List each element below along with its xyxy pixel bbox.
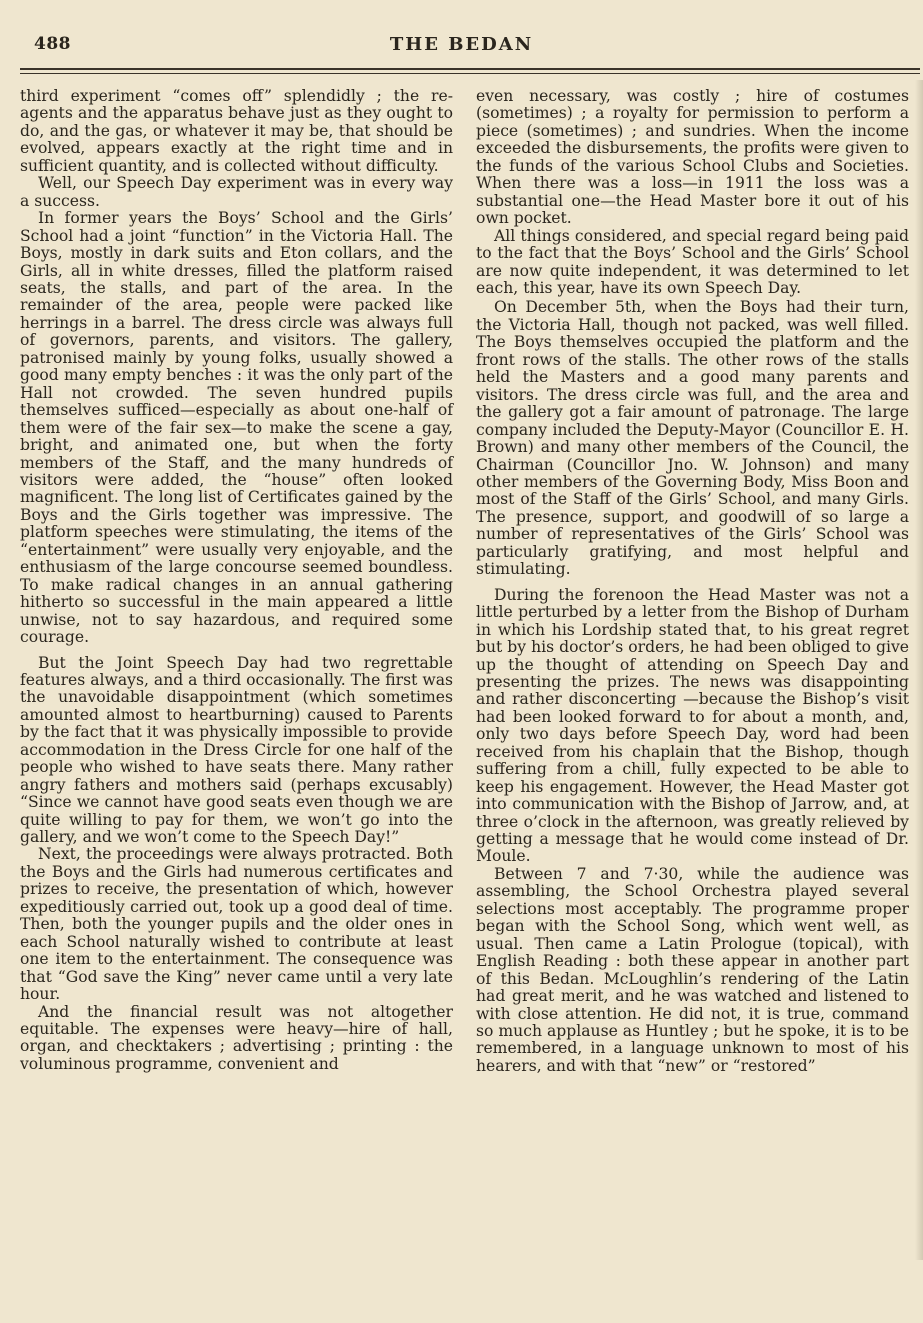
paragraph: But the Joint Speech Day had two regrettable features always, and a third occasionally. The first was the unavoidable disappointment (which sometimes amounted almost to heartburning) caused to Parents by the fact that it was physically impossible to provide accommodation in the Dress Circle for one half of the people who wished to have seats there. Many rather angry fathers and mothers said (perhaps excusably) “Since we cannot have good seats even though we are quite willing to pay for them, we won’t go into the gallery, and we won’t come to the Speech Day!” (20, 653, 453, 847)
paragraph: During the forenoon the Head Master was not a little perturbed by a letter from the Bishop of Durham in which his Lordship stated that, to his great regret but by his doctor’s orders, he had been obliged to give up the thought of attending on Speech Day and presenting the prizes. The news was disappointing and rather disconcerting —because the Bishop’s visit had been looked forward to for about a month, and, only two days before Speech Day, word had been received from his chaplain that the Bishop, though suffering from a chill, fully expected to be able to keep his engagement. However, the Head Master got into communication with the Bishop of Jarrow, and, at three o’clock in the afternoon, was greatly relieved by getting a message that he would come instead of Dr. Moule. (476, 585, 909, 866)
paragraph: Next, the proceedings were always protracted. Both the Boys and the Girls had numerous certificates and prizes to receive, the presentation of which, however expeditiously carried out, took up a good deal of time. Then, both the younger pupils and the older ones in each School naturally wished to contribute at least one item to the entertainment. The consequence was that “God save the King” never came until a very late hour. (20, 845, 453, 1004)
paragraph: third experiment “comes off” splendidly ; the re-agents and the apparatus behave just as they ought to do, and the gas, or whatever it may be, that should be evolved, appears exactly at the right time and in sufficient quantity, and is collected without difficulty. (20, 87, 453, 175)
page-number: 488 (34, 34, 71, 54)
paragraph: Well, our Speech Day experiment was in every way a success. (20, 174, 453, 210)
left-column (20, 88, 453, 1073)
header-rule-thin (20, 73, 920, 74)
right-column (476, 88, 909, 1075)
paragraph: All things considered, and special regard being paid to the fact that the Boys’ School and the Girls’ School are now quite independent, it was determined to let each, this year, have its own Speech Day. (476, 226, 909, 297)
page-header (0, 34, 923, 58)
paragraph: In former years the Boys’ School and the Girls’ School had a joint “function” in the Victoria Hall. The Boys, mostly in dark suits and Eton collars, and the Girls, all in white dresses, filled the platform raised seats, the stalls, and part of the area. In the remainder of the area, people were packed like herrings in a barrel. The dress circle was always full of governors, parents, and visitors. The gallery, patronised mainly by young folks, usually showed a good many empty benches : it was the only part of the Hall not crowded. The seven hundred pupils themselves sufficed—especially as about one-half of them were of the fair sex—to make the scene a gay, bright, and animated one, but when the forty members of the Staff, and the many hundreds of visitors were added, the “house” often looked magnificent. The long list of Certificates gained by the Boys and the Girls together was impressive. The platform speeches were stimulating, the items of the “entertainment” were usually very enjoyable, and the enthusiasm of the large concourse seemed boundless. To make radical changes in an annual gathering hitherto so successful in the main appeared a little unwise, not to say hazardous, and required some courage. (20, 209, 453, 647)
paragraph: Between 7 and 7·30, while the audience was assembling, the School Orchestra played several selections most acceptably. The programme proper began with the School Song, which went well, as usual. Then came a Latin Prologue (topical), with English Reading : both these appear in another part of this Bedan. McLoughlin’s rendering of the Latin had great merit, and he was watched and listened to with close attention. He did not, it is true, command so much applause as Huntley ; but he spoke, it is to be remembered, in a language unknown to most of his hearers, and with that “new” or “restored” (476, 864, 909, 1075)
header-rule-thick (20, 68, 920, 70)
page-edge-stain (915, 80, 923, 1260)
running-title: THE BEDAN (389, 34, 534, 55)
paragraph: And the financial result was not altogether equitable. The expenses were heavy—hire of hall, organ, and checktakers ; advertising ; printing : the voluminous programme, convenient and (20, 1002, 453, 1073)
paragraph: even necessary, was costly ; hire of costumes (sometimes) ; a royalty for permission to perform a piece (sometimes) ; and sundries. When the income exceeded the disbursements, the profits were given to the funds of the various School Clubs and Societies. When there was a loss—in 1911 the loss was a substantial one—the Head Master bore it out of his own pocket. (476, 87, 909, 228)
paragraph: On December 5th, when the Boys had their turn, the Victoria Hall, though not packed, was well filled. The Boys themselves occupied the platform and the front rows of the stalls. The other rows of the stalls held the Masters and a good many parents and visitors. The dress circle was full, and the area and the gallery got a fair amount of patronage. The large company included the Deputy-Mayor (Councillor E. H. Brown) and many other members of the Council, the Chairman (Councillor Jno. W. Johnson) and many other members of the Governing Body, Miss Boon and most of the Staff of the Girls’ School, and many Girls. The presence, support, and goodwill of so large a number of representatives of the Girls’ School was particularly gratifying, and most helpful and stimulating. (476, 298, 909, 579)
